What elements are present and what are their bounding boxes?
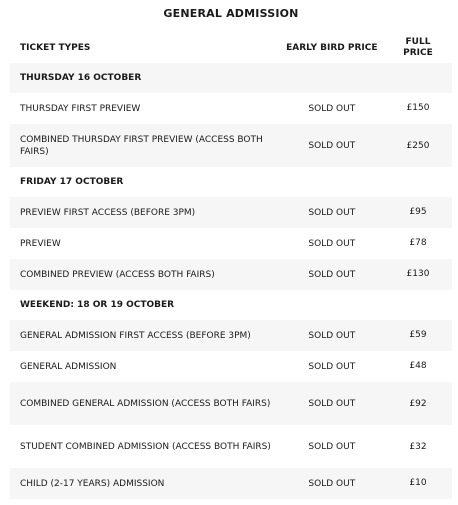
- early-bird-price: SOLD OUT: [308, 103, 356, 114]
- early-bird-price: SOLD OUT: [280, 320, 384, 351]
- ticket-type: GENERAL ADMISSION FIRST ACCESS (BEFORE 3PM): [10, 320, 280, 351]
- section-label: THURSDAY 16 OCTOBER: [10, 63, 452, 93]
- early-bird-price: SOLD OUT: [280, 259, 384, 290]
- ticket-type: COMBINED GENERAL ADMISSION (ACCESS BOTH FAIRS): [10, 382, 280, 425]
- header-ticket-types: TICKET TYPES: [20, 42, 91, 53]
- ticket-type: GENERAL ADMISSION: [20, 361, 117, 372]
- header-early-bird-price: EARLY BIRD PRICE: [286, 42, 378, 53]
- full-price: £95: [384, 197, 452, 228]
- full-price: £92: [384, 382, 452, 425]
- ticket-type: COMBINED PREVIEW (ACCESS BOTH FAIRS): [10, 259, 280, 290]
- table-row: [10, 382, 452, 425]
- table-row: [10, 124, 452, 167]
- section-label: FRIDAY 17 OCTOBER: [10, 167, 452, 197]
- table-row: [10, 259, 452, 290]
- ticket-price-table: [10, 32, 452, 499]
- section-row-thursday: [10, 63, 452, 93]
- table-row: [10, 228, 452, 259]
- ticket-type: STUDENT COMBINED ADMISSION (ACCESS BOTH FAIRS): [20, 441, 271, 452]
- early-bird-price: SOLD OUT: [308, 361, 356, 372]
- ticket-type: CHILD (2-17 YEARS) ADMISSION: [10, 468, 280, 499]
- full-price: £10: [384, 468, 452, 499]
- full-price: £78: [409, 238, 427, 248]
- ticket-type: COMBINED THURSDAY FIRST PREVIEW (ACCESS BOTH FAIRS): [10, 124, 280, 167]
- section-row-weekend: [10, 290, 452, 320]
- section-label: WEEKEND: 18 OR 19 OCTOBER: [10, 290, 452, 320]
- full-price: £32: [409, 441, 427, 452]
- ticket-type: PREVIEW FIRST ACCESS (BEFORE 3PM): [10, 197, 280, 228]
- full-price: £59: [384, 320, 452, 351]
- ticket-type: PREVIEW: [20, 238, 61, 249]
- table-row: [10, 320, 452, 351]
- page-title: GENERAL ADMISSION: [163, 7, 299, 20]
- table-header-row: [10, 32, 452, 63]
- early-bird-price: SOLD OUT: [308, 238, 356, 249]
- table-row: [10, 197, 452, 228]
- early-bird-price: SOLD OUT: [280, 382, 384, 425]
- early-bird-price: SOLD OUT: [280, 124, 384, 167]
- table-row: [10, 425, 452, 468]
- early-bird-price: SOLD OUT: [280, 468, 384, 499]
- section-row-friday: [10, 167, 452, 197]
- full-price: £130: [384, 259, 452, 290]
- table-row: [10, 93, 452, 124]
- full-price: £250: [384, 124, 452, 167]
- ticket-type: THURSDAY FIRST PREVIEW: [20, 103, 141, 114]
- table-row: [10, 468, 452, 499]
- table-row: [10, 351, 452, 382]
- full-price: £150: [406, 103, 430, 113]
- early-bird-price: SOLD OUT: [280, 197, 384, 228]
- header-full-price: FULL PRICE: [403, 36, 433, 58]
- early-bird-price: SOLD OUT: [308, 441, 356, 452]
- full-price: £48: [409, 361, 427, 371]
